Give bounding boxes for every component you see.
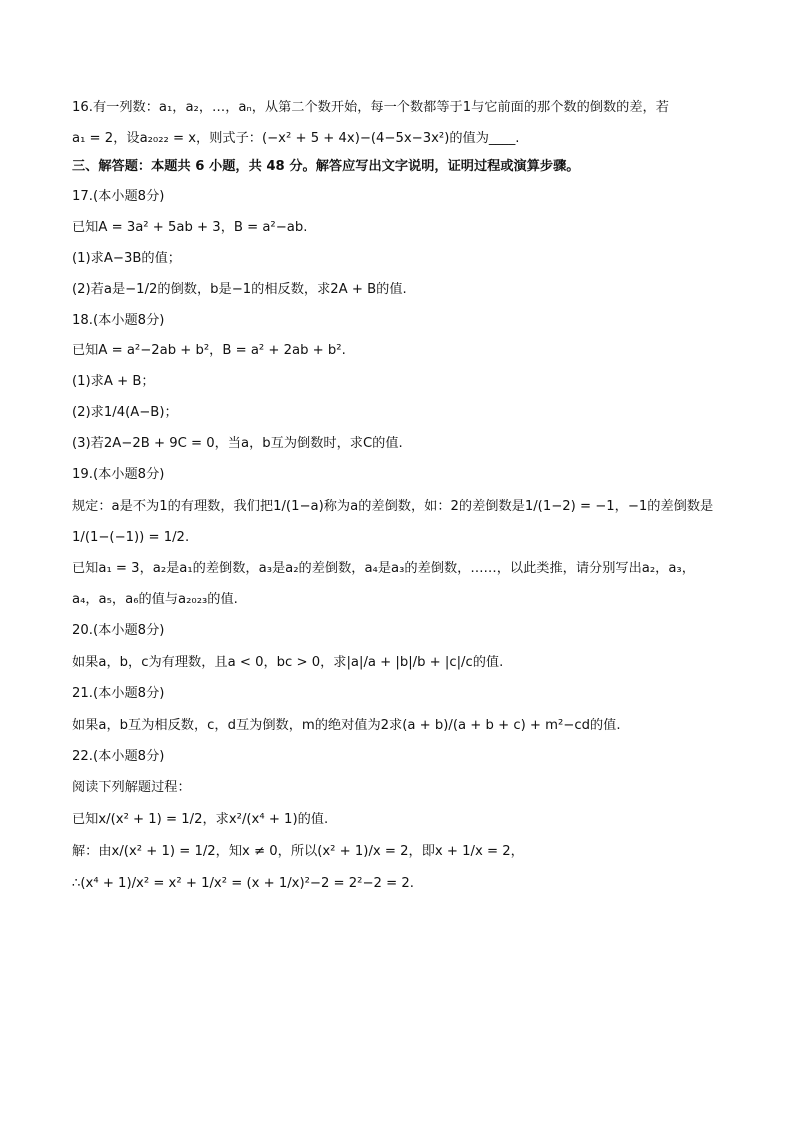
q19-rule-cont: 1/(1−(−1)) = 1/2. <box>72 530 190 545</box>
q22-intro: 阅读下列解题过程： <box>72 780 191 795</box>
q19-given-cont: a₄，a₅，a₆的值与a₂₀₂₃的值. <box>72 592 238 607</box>
q18-part2: (2)求1/4(A−B)； <box>72 405 178 420</box>
q20-body: 如果a，b，c为有理数，且a < 0，bc > 0，求|a|/a + |b|/b + |c|/c的值. <box>72 655 504 670</box>
q19-given: 已知a₁ = 3，a₂是a₁的差倒数，a₃是a₂的差倒数，a₄是a₃的差倒数，……，以此类推，请分别写出a₂，a₃， <box>72 561 695 576</box>
q17-part2: (2)若a是−1/2的倒数，b是−1的相反数，求2A + B的值. <box>72 282 407 297</box>
q22-head: 22.(本小题8分) <box>72 749 165 764</box>
q17-head: 17.(本小题8分) <box>72 189 165 204</box>
q18-given: 已知A = a²−2ab + b²，B = a² + 2ab + b². <box>72 343 346 358</box>
q19-head: 19.(本小题8分) <box>72 467 165 482</box>
section-heading: 三、解答题：本题共 6 小题，共 48 分。解答应写出文字说明，证明过程或演算步骤。 <box>72 159 580 174</box>
q22-given: 已知x/(x² + 1) = 1/2，求x²/(x⁴ + 1)的值. <box>72 812 329 827</box>
q22-solution-line1: 解：由x/(x² + 1) = 1/2，知x ≠ 0，所以(x² + 1)/x = 2，即x + 1/x = 2， <box>72 844 524 859</box>
q18-part1: (1)求A + B； <box>72 374 155 389</box>
document-page <box>72 98 722 894</box>
q16-line1: 16.有一列数：a₁，a₂，…，aₙ，从第二个数开始，每一个数都等于1与它前面的那个数的倒数的差，若 <box>72 100 669 115</box>
q17-part1: (1)求A−3B的值； <box>72 251 181 266</box>
q20-head: 20.(本小题8分) <box>72 623 165 638</box>
q22-solution-line2: ∴(x⁴ + 1)/x² = x² + 1/x² = (x + 1/x)²−2 = 2²−2 = 2. <box>72 876 414 891</box>
q18-head: 18.(本小题8分) <box>72 313 165 328</box>
q18-part3: (3)若2A−2B + 9C = 0，当a，b互为倒数时，求C的值. <box>72 436 403 451</box>
q19-rule: 规定：a是不为1的有理数，我们把1/(1−a)称为a的差倒数，如：2的差倒数是1/(1−2) = −1，−1的差倒数是 <box>72 499 714 514</box>
q16-line2: a₁ = 2，设a₂₀₂₂ = x，则式子：(−x² + 5 + 4x)−(4−5x−3x²)的值为____. <box>72 131 520 146</box>
q21-body: 如果a，b互为相反数，c，d互为倒数，m的绝对值为2求(a + b)/(a + b + c) + m²−cd的值. <box>72 718 621 733</box>
q21-head: 21.(本小题8分) <box>72 686 165 701</box>
q17-given: 已知A = 3a² + 5ab + 3，B = a²−ab. <box>72 220 308 235</box>
